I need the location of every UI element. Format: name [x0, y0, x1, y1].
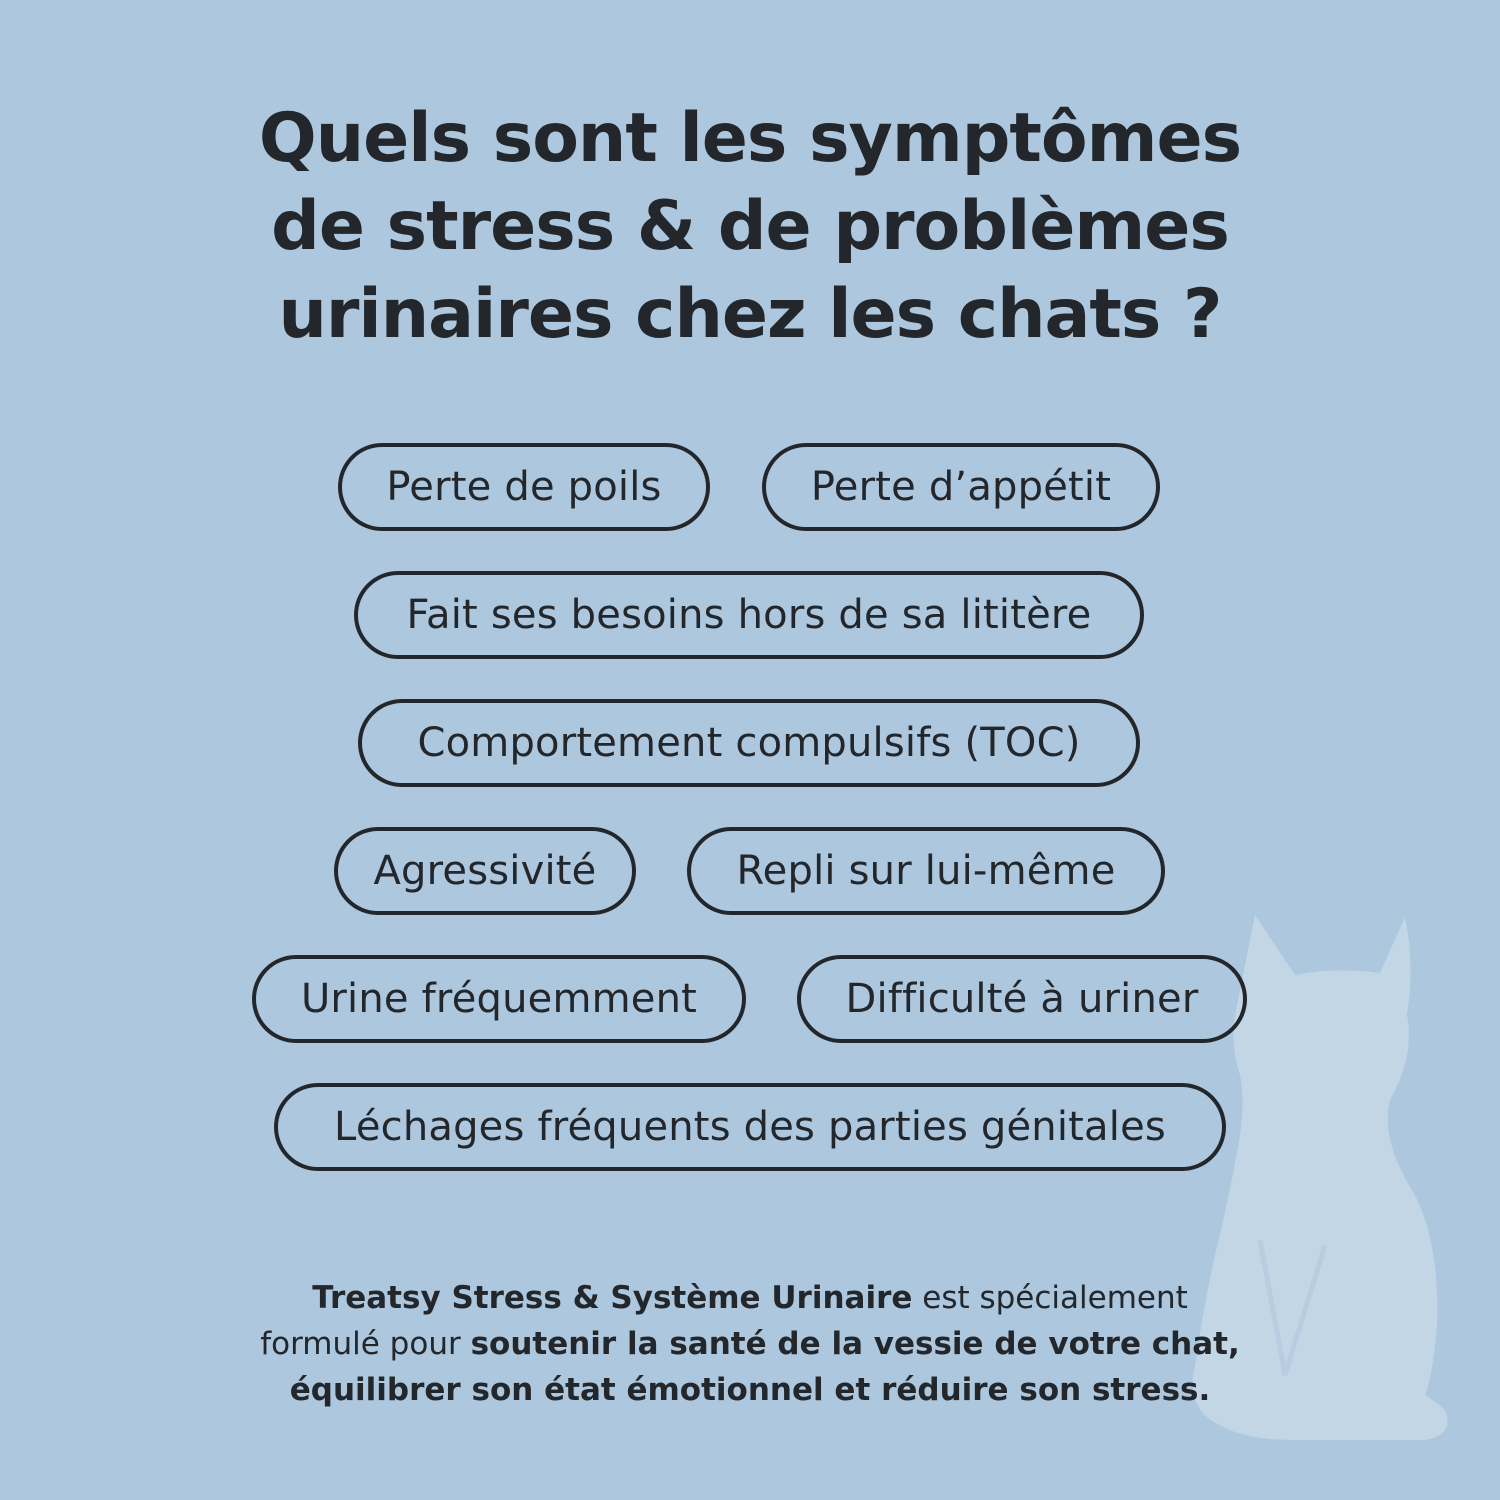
product-description: [0, 1275, 1500, 1413]
product-name: Treatsy Stress & Système Urinaire: [312, 1280, 913, 1316]
symptom-frequent-urination: Urine fréquemment: [252, 955, 746, 1043]
symptom-difficulty-urinating: Difficulté à uriner: [797, 955, 1247, 1043]
symptom-hair-loss: Perte de poils: [338, 443, 710, 531]
title-line-2: de stress & de problèmes: [271, 187, 1229, 266]
footer-line-2: formulé pour soutenir la santé de la vessie de votre chat,: [260, 1326, 1240, 1362]
symptom-aggressiveness: Agressivité: [334, 827, 636, 915]
symptom-appetite-loss: Perte d’appétit: [762, 443, 1160, 531]
footer-line-1: Treatsy Stress & Système Urinaire est spécialement: [312, 1280, 1188, 1316]
symptom-withdrawal: Repli sur lui-même: [687, 827, 1165, 915]
symptom-genital-licking: Léchages fréquents des parties génitales: [274, 1083, 1226, 1171]
title-line-3: urinaires chez les chats ?: [278, 275, 1222, 354]
title-line-1: Quels sont les symptômes: [258, 99, 1242, 178]
symptom-compulsive-behavior: Comportement compulsifs (TOC): [358, 699, 1140, 787]
footer-line-3: équilibrer son état émotionnel et réduire son stress.: [289, 1372, 1211, 1408]
symptom-litter-avoidance: Fait ses besoins hors de sa lititère: [354, 571, 1144, 659]
page-title: [0, 95, 1500, 359]
